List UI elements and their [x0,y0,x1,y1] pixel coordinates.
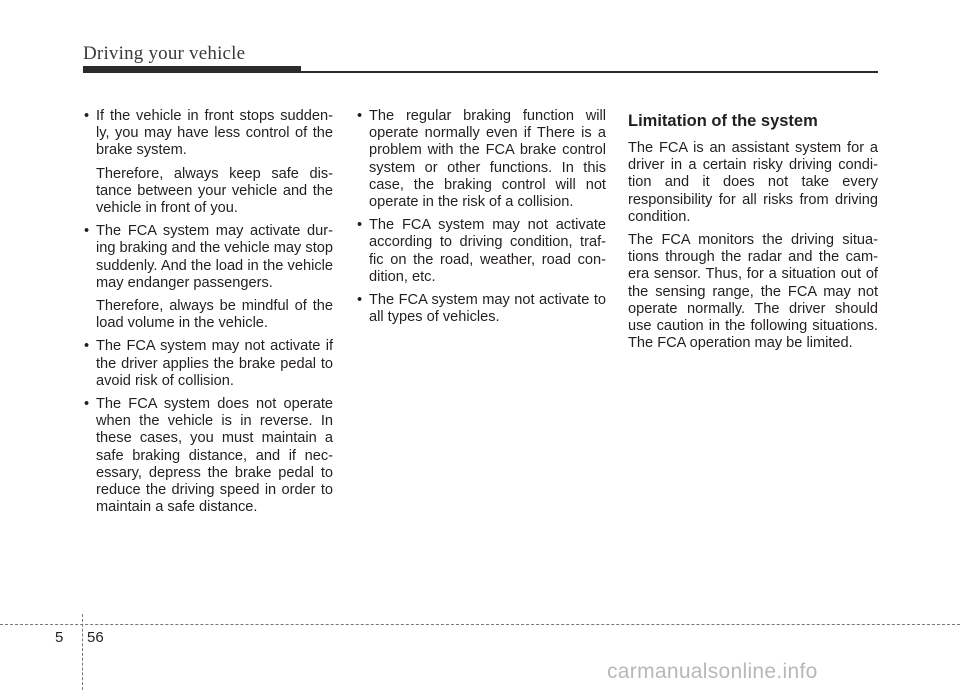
header-rule-thick [83,66,301,73]
bullet-icon: • [84,396,90,413]
bullet-icon: • [357,108,363,124]
list-item [83,338,333,390]
bullet-icon: • [84,338,90,355]
watermark: carmanualsonline.info [607,660,818,683]
bullet-list [356,108,606,326]
bullet-list [83,108,333,516]
footer-divider [82,614,83,690]
list-item [83,223,333,332]
list-item [356,217,606,286]
footer-rule [0,624,960,625]
page-number: 56 [87,629,104,646]
section-title: Driving your vehicle [83,43,246,64]
chapter-number: 5 [55,629,64,646]
bullet-icon: • [357,292,363,309]
list-item [356,292,606,326]
bullet-icon: • [84,223,90,240]
list-item [83,396,333,516]
paragraph: The FCA monitors the driving situa-tions through the radar and the cam-era sensor. Thus, for a situation out of the sensing range, the FCA may not operate normally. The driver should use caution in the following situations. The FCA operation may be limited. [628,232,878,352]
list-item [83,108,333,217]
bullet-text: The FCA system may activate dur-ing braking and the vehicle may stop suddenly. And the load in the vehicle may endanger passengers. [96,223,333,291]
subsection-heading: Limitation of the system [628,112,818,130]
bullet-text: The regular braking function will operate normally even if There is a problem with the FCA brake control system or other functions. In this case, the braking control will not operate in the risk of a collision. [369,108,606,211]
column-middle [356,108,606,332]
bullet-text: The FCA system does not operate when the vehicle is in reverse. In these cases, you must maintain a safe braking distance, and if nec-essary, depress the brake pedal to reduce the driving speed in order to maintain a safe distance. [96,396,333,516]
bullet-text: The FCA system may not activate to all types of vehicles. [369,292,606,326]
bullet-icon: • [84,108,90,124]
bullet-text: If the vehicle in front stops sudden-ly, you may have less control of the brake system. [96,108,333,159]
bullet-followup: Therefore, always keep safe dis-tance between your vehicle and the vehicle in front of you. [96,165,333,217]
bullet-icon: • [357,217,363,234]
column-left [83,108,333,522]
column-right [628,108,878,358]
list-item [356,108,606,211]
paragraph: The FCA is an assistant system for a driver in a certain risky driving condi-tion and it does not take every responsibility for all risks from driving condition. [628,140,878,225]
bullet-text: The FCA system may not activate if the driver applies the brake pedal to avoid risk of collision. [96,338,333,389]
bullet-text: The FCA system may not activate according to driving condition, traf-fic on the road, weather, road con-dition, etc. [369,217,606,285]
header-rule-thin [301,71,878,73]
bullet-followup: Therefore, always be mindful of the load volume in the vehicle. [96,298,333,332]
